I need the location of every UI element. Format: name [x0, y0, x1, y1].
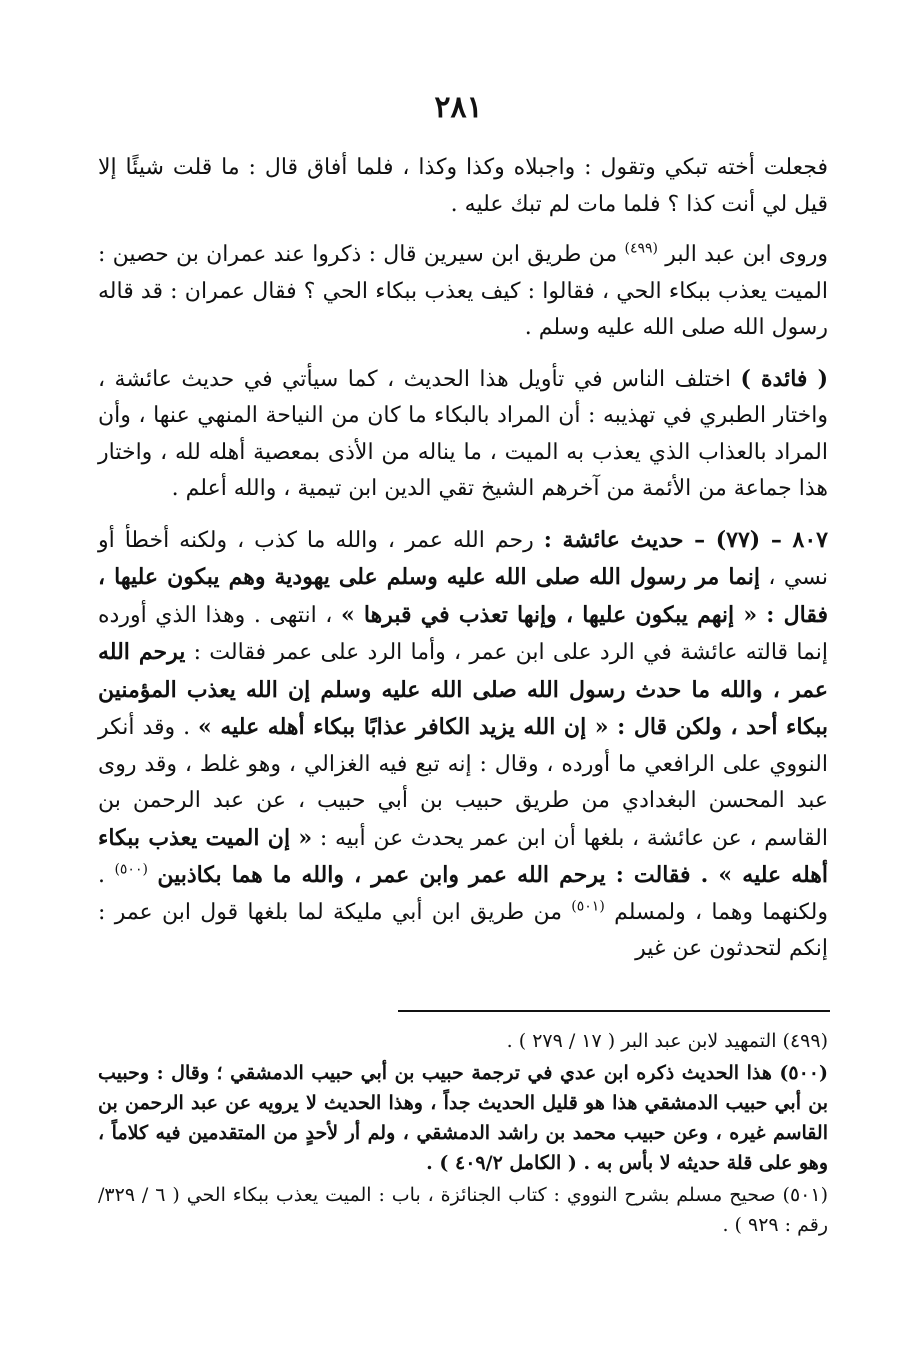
footnote-500: (٥٠٠) هذا الحديث ذكره ابن عدي في ترجمة حبيب بن أبي حبيب الدمشقي ؛ وقال : وحبيب بن أبي حبيب الدمشقي هذا هو قليل الحديث جداً ، وهذا الحديث لا يرويه عن عبد الرحمن بن القاسم غيره ، وعن حبيب محمد بن راشد الدمشقي ، ولم أر لأحدٍ من المتقدمين فيه كلاماً ، وهو على قلة حديثه لا بأس به . ( الكامل ٤٠٩/٢ ) . — [98, 1062, 828, 1174]
hadith-text: من طريق ابن أبي مليكة لما بلغها قول ابن عمر : إنكم لتحدثون عن غير — [98, 899, 828, 961]
hadith-quote: « إن الميت يعذب ببكاء أهله عليه » . فقالت : يرحم الله عمر وابن عمر ، والله ما هما بكاذبين — [98, 824, 828, 888]
hadith-text: ، انتهى . وهذا الذي أورده إنما قالته عائشة في الرد على ابن عمر ، وأما الرد على عمر فقالت : — [98, 602, 829, 665]
hadith-text: رحم الله عمر ، والله ما كذب ، ولكنه أخطأ أو نسي ، — [98, 527, 828, 590]
footnote-ref-501[interactable]: (٥٠١) — [571, 898, 605, 915]
paragraph-text: اختلف الناس في تأويل هذا الحديث ، كما سيأتي في حديث عائشة ، واختار الطبري في تهذيبه : أن المراد بالبكاء ما كان من النياحة المنهي عنها ، وأن المراد بالعذاب الذي يعذب به الميت ، ما يناله من الأذى بمعصية أهله لله ، واختار هذا جماعة من الأئمة من آخرهم الشيخ تقي الدين ابن تيمية ، والله أعلم . — [98, 366, 828, 501]
hadith-text: . ولكنهما وهما ، ولمسلم — [98, 863, 828, 925]
footnote-499: (٤٩٩) التمهيد لابن عبد البر ( ١٧ / ٢٧٩ ) . — [506, 1030, 828, 1052]
page-number: ٢٨١ — [434, 90, 483, 125]
footnote-divider — [398, 1010, 830, 1012]
paragraph-text: فجعلت أخته تبكي وتقول : واجبلاه وكذا وكذا ، فلما أفاق قال : ما قلت شيئًا إلا قيل لي أنت كذا ؟ فلما مات لم تبك عليه . — [98, 155, 828, 217]
paragraph-2 — [98, 237, 828, 347]
main-text — [98, 150, 828, 982]
paragraph-text: وروى ابن عبد البر — [665, 242, 829, 267]
hadith-text: . وقد أنكر النووي على الرافعي ما أورده ، وقال : إنه تبع فيه الغزالي ، وهو غلط ، وقد روى عبد المحسن البغدادي من طريق حبيب بن أبي حبيب ، عن عبد الرحمن بن القاسم ، عن عائشة ، بلغها أن ابن عمر يحدث عن أبيه : — [98, 715, 828, 851]
footnote-ref-500[interactable]: (٥٠٠) — [114, 861, 148, 878]
footnote-ref-499[interactable]: (٤٩٩) — [624, 240, 658, 257]
paragraph-1 — [98, 150, 828, 223]
footnote-501: (٥٠١) صحيح مسلم بشرح النووي : كتاب الجنائزة ، باب : الميت يعذب ببكاء الحي ( ٦ / ٣٢٩/ رقم : ٩٢٩ ) . — [98, 1184, 828, 1236]
hadith-heading: ٨٠٧ – (٧٧) – حديث عائشة : — [543, 526, 828, 553]
hadith-quote: إنما مر رسول الله صلى الله عليه وسلم على يهودية وهم يبكون عليها ، فقال : « إنهم يبكون عليها ، وإنها تعذب في قبرها » — [98, 564, 828, 628]
hadith-paragraph — [98, 522, 828, 968]
footnotes — [98, 1026, 828, 1242]
hadith-quote: يرحم الله عمر ، والله ما حدث رسول الله صلى الله عليه وسلم إن الله يعذب المؤمنين ببكاء أحد ، ولكن قال : « إن الله يزيد الكافر عذابًا ببكاء أهله عليه » — [98, 639, 828, 740]
benefit-label: ( فائدة ) — [740, 365, 828, 392]
paragraph-text: من طريق ابن سيرين قال : ذكروا عند عمران بن حصين : الميت يعذب ببكاء الحي ، فقالوا : كيف يعذب ببكاء الحي ؟ فقال عمران : قد قاله رسول الله صلى الله عليه وسلم . — [98, 242, 828, 340]
paragraph-benefit — [98, 361, 828, 508]
